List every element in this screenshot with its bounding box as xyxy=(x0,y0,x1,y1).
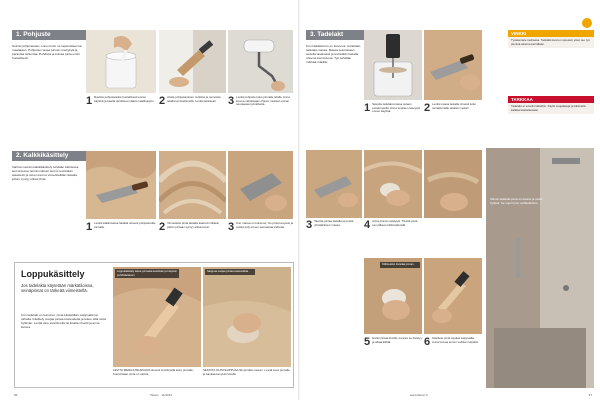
step-text: Anna pinnan vetäytyä. Tiivistä pinta sen jälkeen kiillotuskivellä. xyxy=(372,220,418,227)
step-number: 5 xyxy=(364,337,371,348)
step-number: 1 xyxy=(364,103,371,114)
photo-varnish-brush xyxy=(113,267,201,367)
tip-body: Työskentele rauhassa. Tadelakt kuivuu nopeasti, joten tee työ pieninä alueina kerrallaan. xyxy=(508,37,594,48)
apply-wall-image xyxy=(424,30,482,100)
step-number: 2 xyxy=(159,222,166,233)
step-caption xyxy=(364,220,422,254)
tip-box xyxy=(508,30,594,48)
primer-bucket-image xyxy=(86,30,156,93)
trowel-apply-image xyxy=(86,151,156,219)
warning-body: Tadelakt ei sovellu lattioihin. Käytä suojalaseja ja käsineitä kalkkia käsitellessäsi. xyxy=(508,103,594,114)
sanding-image xyxy=(228,151,293,219)
step-text: Levitä massa lastalla ohuesti koko seinäpinnalle tasaisin vedoin. xyxy=(432,103,476,110)
stone-polish-image xyxy=(364,150,422,218)
step-text: Levitä pohjuste koko pinnalle telalla. Anna kuivua valmistajan ohjeen mukaan ennen seuraavaa työvaihetta. xyxy=(236,96,290,107)
step-text: Ravista pohjusteastia huolellisesti ennen käyttöä ja kaada tarvittava määrä maalikuppiin. xyxy=(94,96,155,103)
step-caption xyxy=(306,220,362,254)
step-number: 3 xyxy=(228,222,235,233)
finishing-box xyxy=(14,262,294,388)
step-text: Viimeistele pinta lastalla kaarevin liikkein, jolloin pintaan syntyy elävä kuvio. xyxy=(167,222,220,229)
texture-arc-image xyxy=(159,151,226,219)
step-number: 2 xyxy=(159,96,166,107)
overlay-text: Saippua suojaa pintaa kosteudelta. xyxy=(207,270,249,273)
step-text: Tasoita pintaa lastalla ja poista ylimääräinen massa. xyxy=(314,220,354,227)
step-caption xyxy=(364,103,422,143)
warning-box xyxy=(508,96,594,114)
section-title: 1. Pohjuste xyxy=(16,31,51,38)
mixing-image xyxy=(364,30,422,100)
section-intro xyxy=(12,44,82,142)
step-number: 3 xyxy=(306,220,313,231)
caption-text: SEKOITA OLIIVISAIPPUAA lämpimään veteen. Levitä seos pinnalle ja hankaa kevyesti kivellä. xyxy=(203,369,290,376)
caption-text: LEVITÄ MERILIUSKAPAAVA ohuesti siveltimellä koko pinnalle. Kuivuttuaan pinta on valmis. xyxy=(113,369,194,376)
step-caption xyxy=(228,96,293,126)
page-footer: www.taloon.fi xyxy=(410,393,428,397)
step-caption xyxy=(159,222,226,252)
brush-corner-image xyxy=(159,30,226,93)
photo-overlay-caption xyxy=(205,269,255,275)
step-text: Aloita pohjustaminen nurkista ja reunoista telalla tai siveltimellä. Levitä tasaisesti. xyxy=(167,96,221,103)
soap-brush-image xyxy=(424,258,482,334)
finishing-subtitle: Jos tadelakta käytetään märkätiloissa, seinäpinnat on tärkeää viimeistellä. xyxy=(21,283,94,294)
photo-polish-stone xyxy=(364,258,422,334)
step-number: 3 xyxy=(228,96,235,107)
step-caption xyxy=(424,103,482,143)
photo-apply-wall xyxy=(424,30,482,100)
intro-text: Kun kalkkikerros on kuivunut, levitetään tadelakt-massa. Massa sekoitetaan vedellä tasaiseksi ja levitetään lastalla ohuena kerroksena. Työ tehdään märkää märälle. xyxy=(306,44,361,65)
step-number: 2 xyxy=(424,103,431,114)
section-intro xyxy=(12,165,82,235)
step-number: 6 xyxy=(424,337,431,348)
photo-overlay-caption xyxy=(380,262,420,268)
step-text: Hanki pintaa kivellä, kunnes se tiivistyy ja alkaa kiiltää. xyxy=(372,337,422,344)
right-page xyxy=(300,0,600,400)
overlay-text: Kiillotuskivi tiivistää pinnan. xyxy=(382,263,415,266)
photo-sanding xyxy=(228,151,293,219)
photo-brush-corner xyxy=(159,30,226,93)
step-caption xyxy=(159,96,226,126)
photo-primer-bucket xyxy=(86,30,156,93)
intro-text: Seinät pohjustetaan, ennen kuin ne tapetoidaan tai maalataan. Pohjustus tasaa pinnan imukykyä ja parantaa tartuntaa. Puhdista ja kuivaa pinta ensin huolellisesti. xyxy=(12,44,82,61)
room-caption: Valmis tadelakt-pinta on kaunis ja vettä hylkivä. Se sopii hyvin suihkutiloihin. xyxy=(490,197,542,205)
photo-trowel-apply xyxy=(86,151,156,219)
finished-shower-image xyxy=(486,148,594,388)
step-number: 4 xyxy=(364,220,371,231)
page-number: 97 xyxy=(588,393,592,397)
polish-stone-image xyxy=(364,258,422,334)
photo-finished-shower xyxy=(486,148,594,388)
photo-mixing xyxy=(364,30,422,100)
step-number: 1 xyxy=(86,96,93,107)
finishing-body xyxy=(21,313,109,383)
section-title: 3. Tadelakt xyxy=(310,31,344,38)
finishing-title: Loppukäsittely xyxy=(21,269,85,279)
photo-texture-arc xyxy=(159,151,226,219)
photo-smoothing xyxy=(306,150,362,218)
step-text: Levitä kalkkimassa lastalla ohuesti pohjustetulle pinnalle. xyxy=(94,222,156,229)
photo-stone-polish xyxy=(364,150,422,218)
photo-soap-stone xyxy=(203,267,291,367)
step-text: Kun massa on kuivunut, hio pinta kevyesti ja poista pöly ennen seuraavaa vaihetta. xyxy=(236,222,293,229)
varnish-brush-image xyxy=(113,267,201,367)
photo-soap-brush xyxy=(424,258,482,334)
tip-title: VINKKI xyxy=(508,30,594,37)
lightbulb-icon xyxy=(582,18,592,28)
warning-title: TARKKAA xyxy=(508,96,594,103)
page-number: 96 xyxy=(14,393,18,397)
step-text: Sekoita tadelakt-massa veteen porakoneella. Anna seoksen tekeytyä ennen käyttöä. xyxy=(372,103,421,114)
photo-overlay-caption xyxy=(115,269,179,278)
finishing-caption-b xyxy=(203,369,291,387)
step-caption xyxy=(86,96,156,126)
intro-text: Vanhan seinän kalkkikäsittely tehdään kahdessa kerroksessa. Ensimmäinen kerros levitetään tasaisesti ja toinen kerros viimeistellään lastalla, jolloin syntyy elävä pinta. xyxy=(12,165,79,182)
step-number: 1 xyxy=(86,222,93,233)
finishing-body-text: Kun tadelakt on kuivunut, pinta käsitellään saippualla tai vahalla. Käsittely suojaa pintaa kosteudelta ja tekee siitä vettä hylkivän. Levitä aine siveltimellä tai liinalla ohuelti ja anna kuivua. xyxy=(21,313,106,330)
soap-stone-image xyxy=(203,267,291,367)
step-caption xyxy=(228,222,293,252)
photo-wet-surface xyxy=(424,150,482,218)
step-caption xyxy=(86,222,156,252)
finishing-caption-a xyxy=(113,369,201,387)
section-intro xyxy=(306,44,362,144)
step-caption xyxy=(424,337,482,383)
page-footer: Taloon · 11/2012 xyxy=(150,393,173,397)
photo-roller xyxy=(228,30,293,93)
roller-image xyxy=(228,30,293,93)
section-title: 2. Kalkkikäsittely xyxy=(16,152,69,159)
step-text: Käsittele pinta lopuksi saippualla. Anna kuivua ennen suihkun käyttöä. xyxy=(432,337,479,344)
wet-surface-image xyxy=(424,150,482,218)
smoothing-image xyxy=(306,150,362,218)
step-caption xyxy=(364,337,422,383)
overlay-text: Loppukäsittely tekee pinnasta kestävän ja helposti puhdistettavan. xyxy=(117,270,177,277)
